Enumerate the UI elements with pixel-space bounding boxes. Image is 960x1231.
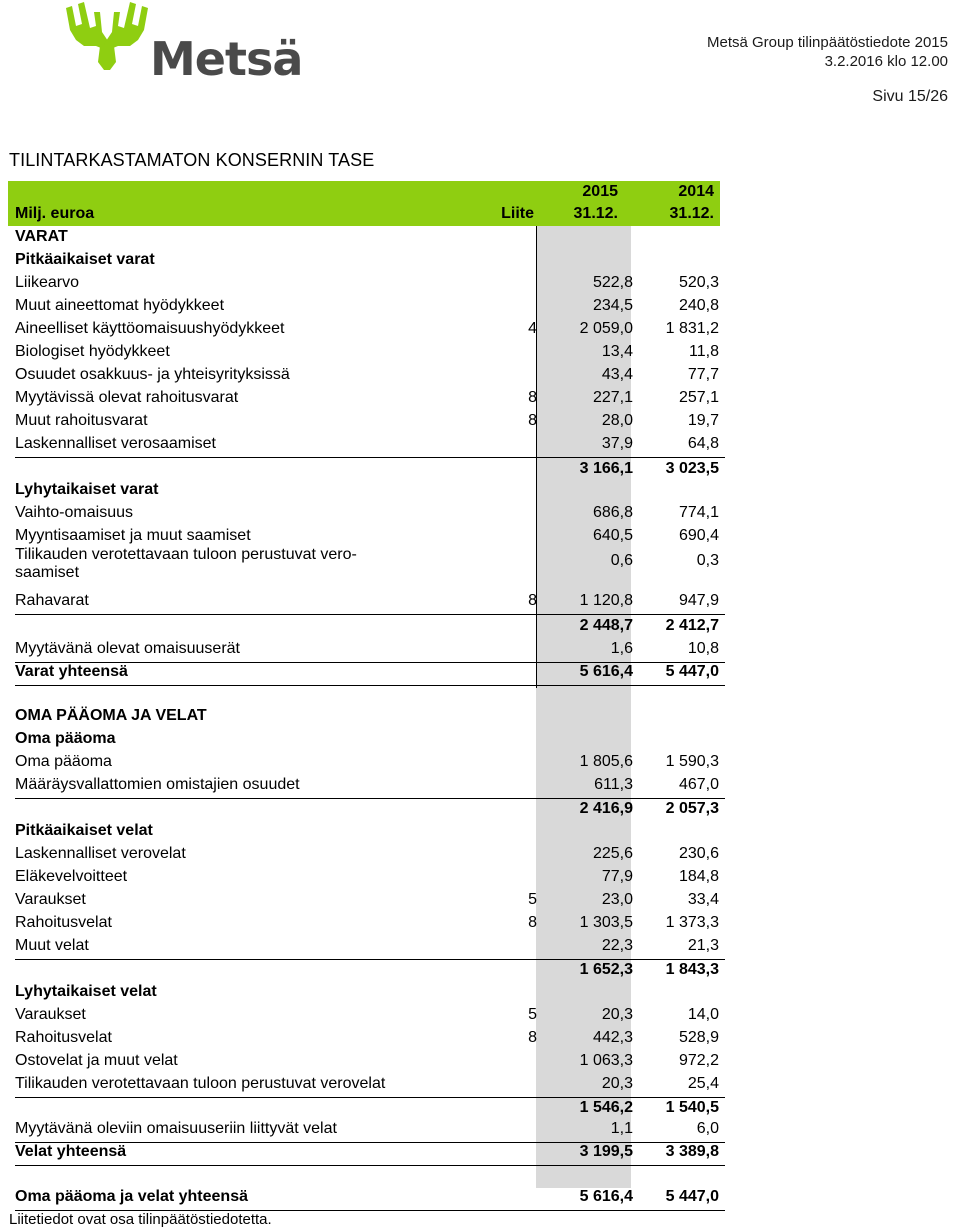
table-header — [8, 181, 720, 226]
table-row — [15, 1006, 725, 1028]
value-2015-cell: 1 063,3 — [579, 1052, 633, 1069]
note-cell: 8 — [528, 1029, 537, 1046]
note-cell: 8 — [528, 389, 537, 406]
row-label: Pitkäaikaiset varat — [15, 251, 155, 268]
table-row — [15, 822, 725, 844]
row-label: Myytävänä oleviin omaisuuseriin liittyvät velat — [15, 1120, 337, 1137]
table-row — [15, 592, 725, 614]
page-number: Sivu 15/26 — [872, 88, 948, 105]
table-row — [15, 640, 725, 662]
row-label: Muut velat — [15, 937, 89, 954]
row-label: OMA PÄÄOMA JA VELAT — [15, 707, 207, 724]
value-2014-cell: 64,8 — [687, 435, 719, 452]
value-2014-cell: 520,3 — [678, 274, 719, 291]
note-cell: 8 — [528, 592, 537, 609]
table-row — [15, 961, 725, 983]
table-row — [15, 663, 725, 685]
note-cell: 8 — [528, 914, 537, 931]
value-2015-cell: 1,6 — [610, 640, 633, 657]
value-2014-cell: 690,4 — [678, 527, 719, 544]
value-2014-cell: 10,8 — [687, 640, 719, 657]
value-2014-cell: 2 412,7 — [665, 617, 719, 634]
table-row — [15, 776, 725, 798]
row-label: Lyhytaikaiset velat — [15, 983, 157, 1000]
table-row — [15, 481, 725, 503]
value-2014-cell: 14,0 — [687, 1006, 719, 1023]
table-row — [15, 460, 725, 482]
value-2014-cell: 0,3 — [696, 552, 719, 569]
value-2014-cell: 257,1 — [678, 389, 719, 406]
value-2014-cell: 240,8 — [678, 297, 719, 314]
row-label: Myytävissä olevat rahoitusvarat — [15, 389, 239, 406]
value-2015-cell: 227,1 — [592, 389, 633, 406]
value-2015-cell: 1 546,2 — [579, 1099, 633, 1116]
value-2015-cell: 0,6 — [610, 552, 633, 569]
value-2015-cell: 640,5 — [592, 527, 633, 544]
value-2015-cell: 28,0 — [601, 412, 633, 429]
row-label: Aineelliset käyttöomaisuushyödykkeet — [15, 320, 285, 337]
value-2014-cell: 184,8 — [678, 868, 719, 885]
table-row — [15, 320, 725, 342]
row-label: Tilikauden verotettavaan tuloon perustuvat vero- — [15, 546, 357, 563]
value-2015-cell: 20,3 — [601, 1075, 633, 1092]
table-row — [15, 412, 725, 434]
value-2015-cell: 3 166,1 — [579, 460, 633, 477]
logo-wordmark: Metsä — [150, 32, 303, 86]
table-row — [15, 753, 725, 775]
value-2014-cell: 6,0 — [696, 1120, 719, 1137]
value-2015-cell: 3 199,5 — [579, 1143, 633, 1160]
row-label: Biologiset hyödykkeet — [15, 343, 170, 360]
value-2015-cell: 2 059,0 — [579, 320, 633, 337]
document-name: Metsä Group tilinpäätöstiedote 2015 — [707, 34, 948, 51]
value-2015-cell: 37,9 — [601, 435, 633, 452]
row-label-continuation: saamiset — [15, 564, 80, 581]
value-2014-cell: 77,7 — [687, 366, 719, 383]
table-row — [15, 274, 725, 296]
value-2014-cell: 774,1 — [678, 504, 719, 521]
table-row — [15, 617, 725, 639]
value-2014-cell: 1 540,5 — [665, 1099, 719, 1116]
value-2015-cell: 522,8 — [592, 274, 633, 291]
row-rule — [15, 959, 725, 960]
row-label: Muut rahoitusvarat — [15, 412, 148, 429]
value-2014-cell: 1 831,2 — [665, 320, 719, 337]
table-row — [15, 1075, 725, 1097]
row-rule — [15, 798, 725, 799]
value-2014-cell: 1 373,3 — [665, 914, 719, 931]
value-2015-cell: 20,3 — [601, 1006, 633, 1023]
row-label: Vaihto-omaisuus — [15, 504, 133, 521]
value-2015-cell: 77,9 — [601, 868, 633, 885]
row-label: Oma pääoma ja velat yhteensä — [15, 1188, 248, 1205]
value-2014-cell: 3 389,8 — [665, 1143, 719, 1160]
row-rule — [15, 685, 725, 686]
value-2015-cell: 686,8 — [592, 504, 633, 521]
table-row — [15, 1029, 725, 1051]
date-2014-header: 31.12. — [669, 205, 714, 222]
unit-label: Milj. euroa — [15, 205, 95, 222]
row-label: Rahavarat — [15, 592, 89, 609]
row-rule — [15, 457, 725, 458]
table-row — [15, 343, 725, 365]
table-row — [15, 228, 725, 250]
metsa-logo — [62, 2, 303, 86]
note-cell: 8 — [528, 412, 537, 429]
row-label: Liikearvo — [15, 274, 80, 291]
row-rule — [15, 1097, 725, 1098]
value-2015-cell: 5 616,4 — [579, 663, 633, 680]
value-2014-cell: 5 447,0 — [665, 1188, 719, 1205]
value-2015-cell: 611,3 — [594, 776, 633, 793]
value-2014-cell: 972,2 — [678, 1052, 719, 1069]
value-2015-cell: 234,5 — [592, 297, 633, 314]
row-label: Oma pääoma — [15, 753, 112, 770]
table-row — [15, 868, 725, 890]
value-2014-cell: 1 843,3 — [665, 961, 719, 978]
row-label: Varat yhteensä — [15, 663, 128, 680]
value-2015-cell: 1,1 — [610, 1120, 633, 1137]
row-label: Osuudet osakkuus- ja yhteisyrityksissä — [15, 366, 290, 383]
value-2015-cell: 2 416,9 — [579, 800, 633, 817]
value-2014-cell: 1 590,3 — [665, 753, 719, 770]
row-label: Pitkäaikaiset velat — [15, 822, 153, 839]
value-2014-cell: 528,9 — [678, 1029, 719, 1046]
table-row — [15, 845, 725, 867]
value-2015-cell: 43,4 — [601, 366, 633, 383]
release-date: 3.2.2016 klo 12.00 — [824, 53, 948, 70]
table-row — [15, 297, 725, 319]
row-label: Lyhytaikaiset varat — [15, 481, 159, 498]
table-row — [15, 937, 725, 959]
table-row — [15, 800, 725, 822]
table-row — [15, 891, 725, 913]
value-2015-cell: 22,3 — [601, 937, 633, 954]
table-row — [15, 1188, 725, 1210]
row-rule — [15, 614, 725, 615]
value-2014-cell: 33,4 — [687, 891, 719, 908]
table-row — [15, 730, 725, 752]
value-2014-cell: 467,0 — [678, 776, 719, 793]
date-2015-header: 31.12. — [573, 205, 618, 222]
table-row — [15, 1120, 725, 1142]
table-row — [15, 1099, 725, 1121]
row-label: Varaukset — [15, 1006, 86, 1023]
row-label: Myyntisaamiset ja muut saamiset — [15, 527, 251, 544]
footer-note: Liitetiedot ovat osa tilinpäätöstiedotetta. — [9, 1211, 272, 1228]
row-label: Ostovelat ja muut velat — [15, 1052, 178, 1069]
row-label: Eläkevelvoitteet — [15, 868, 128, 885]
value-2014-cell: 11,8 — [689, 343, 719, 360]
table-row — [15, 707, 725, 729]
value-2015-cell: 1 120,8 — [579, 592, 633, 609]
value-2014-cell: 230,6 — [678, 845, 719, 862]
row-label: Varaukset — [15, 891, 86, 908]
row-label: VARAT — [15, 228, 68, 245]
value-2014-cell: 2 057,3 — [665, 800, 719, 817]
value-2015-cell: 2 448,7 — [579, 617, 633, 634]
table-row — [15, 366, 725, 388]
value-2015-cell: 1 805,6 — [579, 753, 633, 770]
table-row — [15, 504, 725, 526]
row-rule — [15, 1165, 725, 1166]
value-2015-cell: 1 303,5 — [579, 914, 633, 931]
row-label: Määräysvallattomien omistajien osuudet — [15, 776, 300, 793]
note-cell: 5 — [528, 1006, 537, 1023]
table-row — [15, 389, 725, 411]
row-label: Tilikauden verotettavaan tuloon perustuvat verovelat — [15, 1075, 386, 1092]
row-label: Laskennalliset verovelat — [15, 845, 186, 862]
value-2015-cell: 225,6 — [592, 845, 633, 862]
row-label: Rahoitusvelat — [15, 914, 112, 931]
table-row — [15, 1143, 725, 1165]
value-2015-cell: 13,4 — [601, 343, 633, 360]
value-2014-cell: 21,3 — [687, 937, 719, 954]
value-2014-cell: 3 023,5 — [665, 460, 719, 477]
value-2014-cell: 25,4 — [687, 1075, 719, 1092]
table-row — [15, 983, 725, 1005]
value-2015-cell: 1 652,3 — [579, 961, 633, 978]
year-2015-header: 2015 — [582, 183, 618, 200]
table-row — [15, 1052, 725, 1074]
table-row — [15, 251, 725, 273]
year-2014-header: 2014 — [678, 183, 714, 200]
row-label: Rahoitusvelat — [15, 1029, 112, 1046]
value-2014-cell: 5 447,0 — [665, 663, 719, 680]
value-2015-cell: 5 616,4 — [579, 1188, 633, 1205]
row-label: Muut aineettomat hyödykkeet — [15, 297, 225, 314]
note-cell: 4 — [528, 320, 537, 337]
row-label: Oma pääoma — [15, 730, 116, 747]
value-2015-cell: 23,0 — [601, 891, 633, 908]
row-label: Myytävänä olevat omaisuuserät — [15, 640, 240, 657]
row-label: Laskennalliset verosaamiset — [15, 435, 216, 452]
note-column-header: Liite — [501, 205, 534, 222]
table-row — [15, 435, 725, 457]
value-2014-cell: 947,9 — [678, 592, 719, 609]
note-cell: 5 — [528, 891, 537, 908]
row-label: Velat yhteensä — [15, 1143, 127, 1160]
table-row — [15, 914, 725, 936]
table-row — [15, 546, 725, 581]
value-2014-cell: 19,7 — [687, 412, 719, 429]
page-title: TILINTARKASTAMATON KONSERNIN TASE — [9, 150, 375, 170]
value-2015-cell: 442,3 — [592, 1029, 633, 1046]
